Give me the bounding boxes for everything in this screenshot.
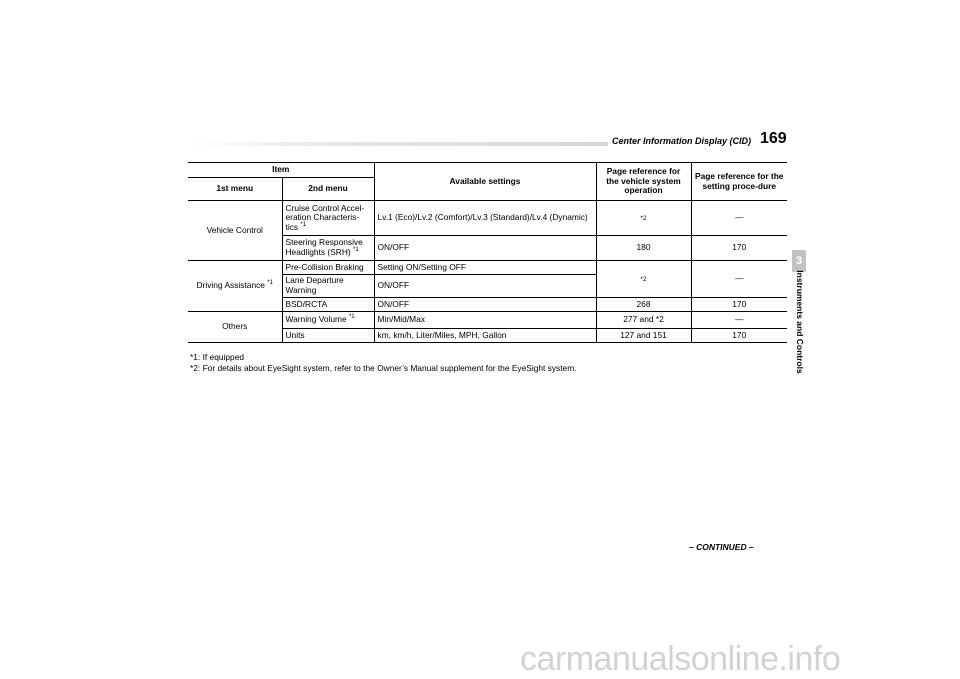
header-item: Item [188,163,374,178]
watermark: carmanualsonline.info [520,640,841,678]
header-2nd-menu: 2nd menu [282,178,374,201]
setting-cruise-control: Lv.1 (Eco)/Lv.2 (Comfort)/Lv.3 (Standard)/Lv.4 (Dynamic) [374,201,596,236]
ref-pcb-ldw: *2 [596,261,691,298]
ref-bsd: 268 [596,298,691,312]
menu-driving-assistance: Driving Assistance $^{*1}$ [188,261,282,312]
setting-ref-units: 170 [691,329,787,343]
menu-vehicle-control: Vehicle Control [188,201,282,261]
ref-srh: 180 [596,236,691,261]
continued-label: – CONTINUED – [689,542,754,552]
setting-units: km, km/h, Liter/Miles, MPH, Gallon [374,329,596,343]
setting-ref-warning-volume: — [691,312,787,329]
setting-pre-collision: Setting ON/Setting OFF [374,261,596,275]
submenu-units: Units [282,329,374,343]
ref-units: 127 and 151 [596,329,691,343]
submenu-lane-departure: Lane Departure Warning [282,275,374,298]
setting-ref-bsd: 170 [691,298,787,312]
header-rule [188,142,608,146]
chapter-title: Instruments and Controls [795,270,805,374]
footnote-2: *2: For details about EyeSight system, refer to the Owner’s Manual supplement for the EyeSight system. [190,363,577,373]
table-row [188,312,787,329]
ref-warning-volume: 277 and *2 [596,312,691,329]
page-number: 169 [760,130,787,147]
header-available-settings: Available settings [374,163,596,201]
submenu-srh: Steering Responsive Headlights (SRH) $^{*1}$ [282,236,374,261]
submenu-pre-collision: Pre-Collision Braking [282,261,374,275]
submenu-bsd: BSD/RCTA [282,298,374,312]
setting-bsd: ON/OFF [374,298,596,312]
setting-warning-volume: Min/Mid/Max [374,312,596,329]
table-row [188,261,787,275]
table-header-row [188,163,787,178]
setting-ref-cruise-control: — [691,201,787,236]
footnote-1: *1: If equipped [190,352,245,362]
menu-others: Others [188,312,282,343]
section-title: Center Information Display (CID) [612,136,752,146]
header-1st-menu: 1st menu [188,178,282,201]
header-page-ref-vehicle: Page reference for the vehicle system operation [596,163,691,201]
settings-table [188,162,787,343]
chapter-tab: 3 [792,250,806,272]
submenu-warning-volume: Warning Volume $^{*1}$ [282,312,374,329]
submenu-cruise-control: Cruise Control Accel-eration Characteris-tics $^{*1}$ [282,201,374,236]
ref-cruise-control: *2 [596,201,691,236]
header-page-ref-setting: Page reference for the setting proce-dure [691,163,787,201]
setting-srh: ON/OFF [374,236,596,261]
setting-ref-srh: 170 [691,236,787,261]
table-row [188,201,787,236]
setting-lane-departure: ON/OFF [374,275,596,298]
setting-ref-pcb-ldw: — [691,261,787,298]
footnotes [190,352,577,374]
